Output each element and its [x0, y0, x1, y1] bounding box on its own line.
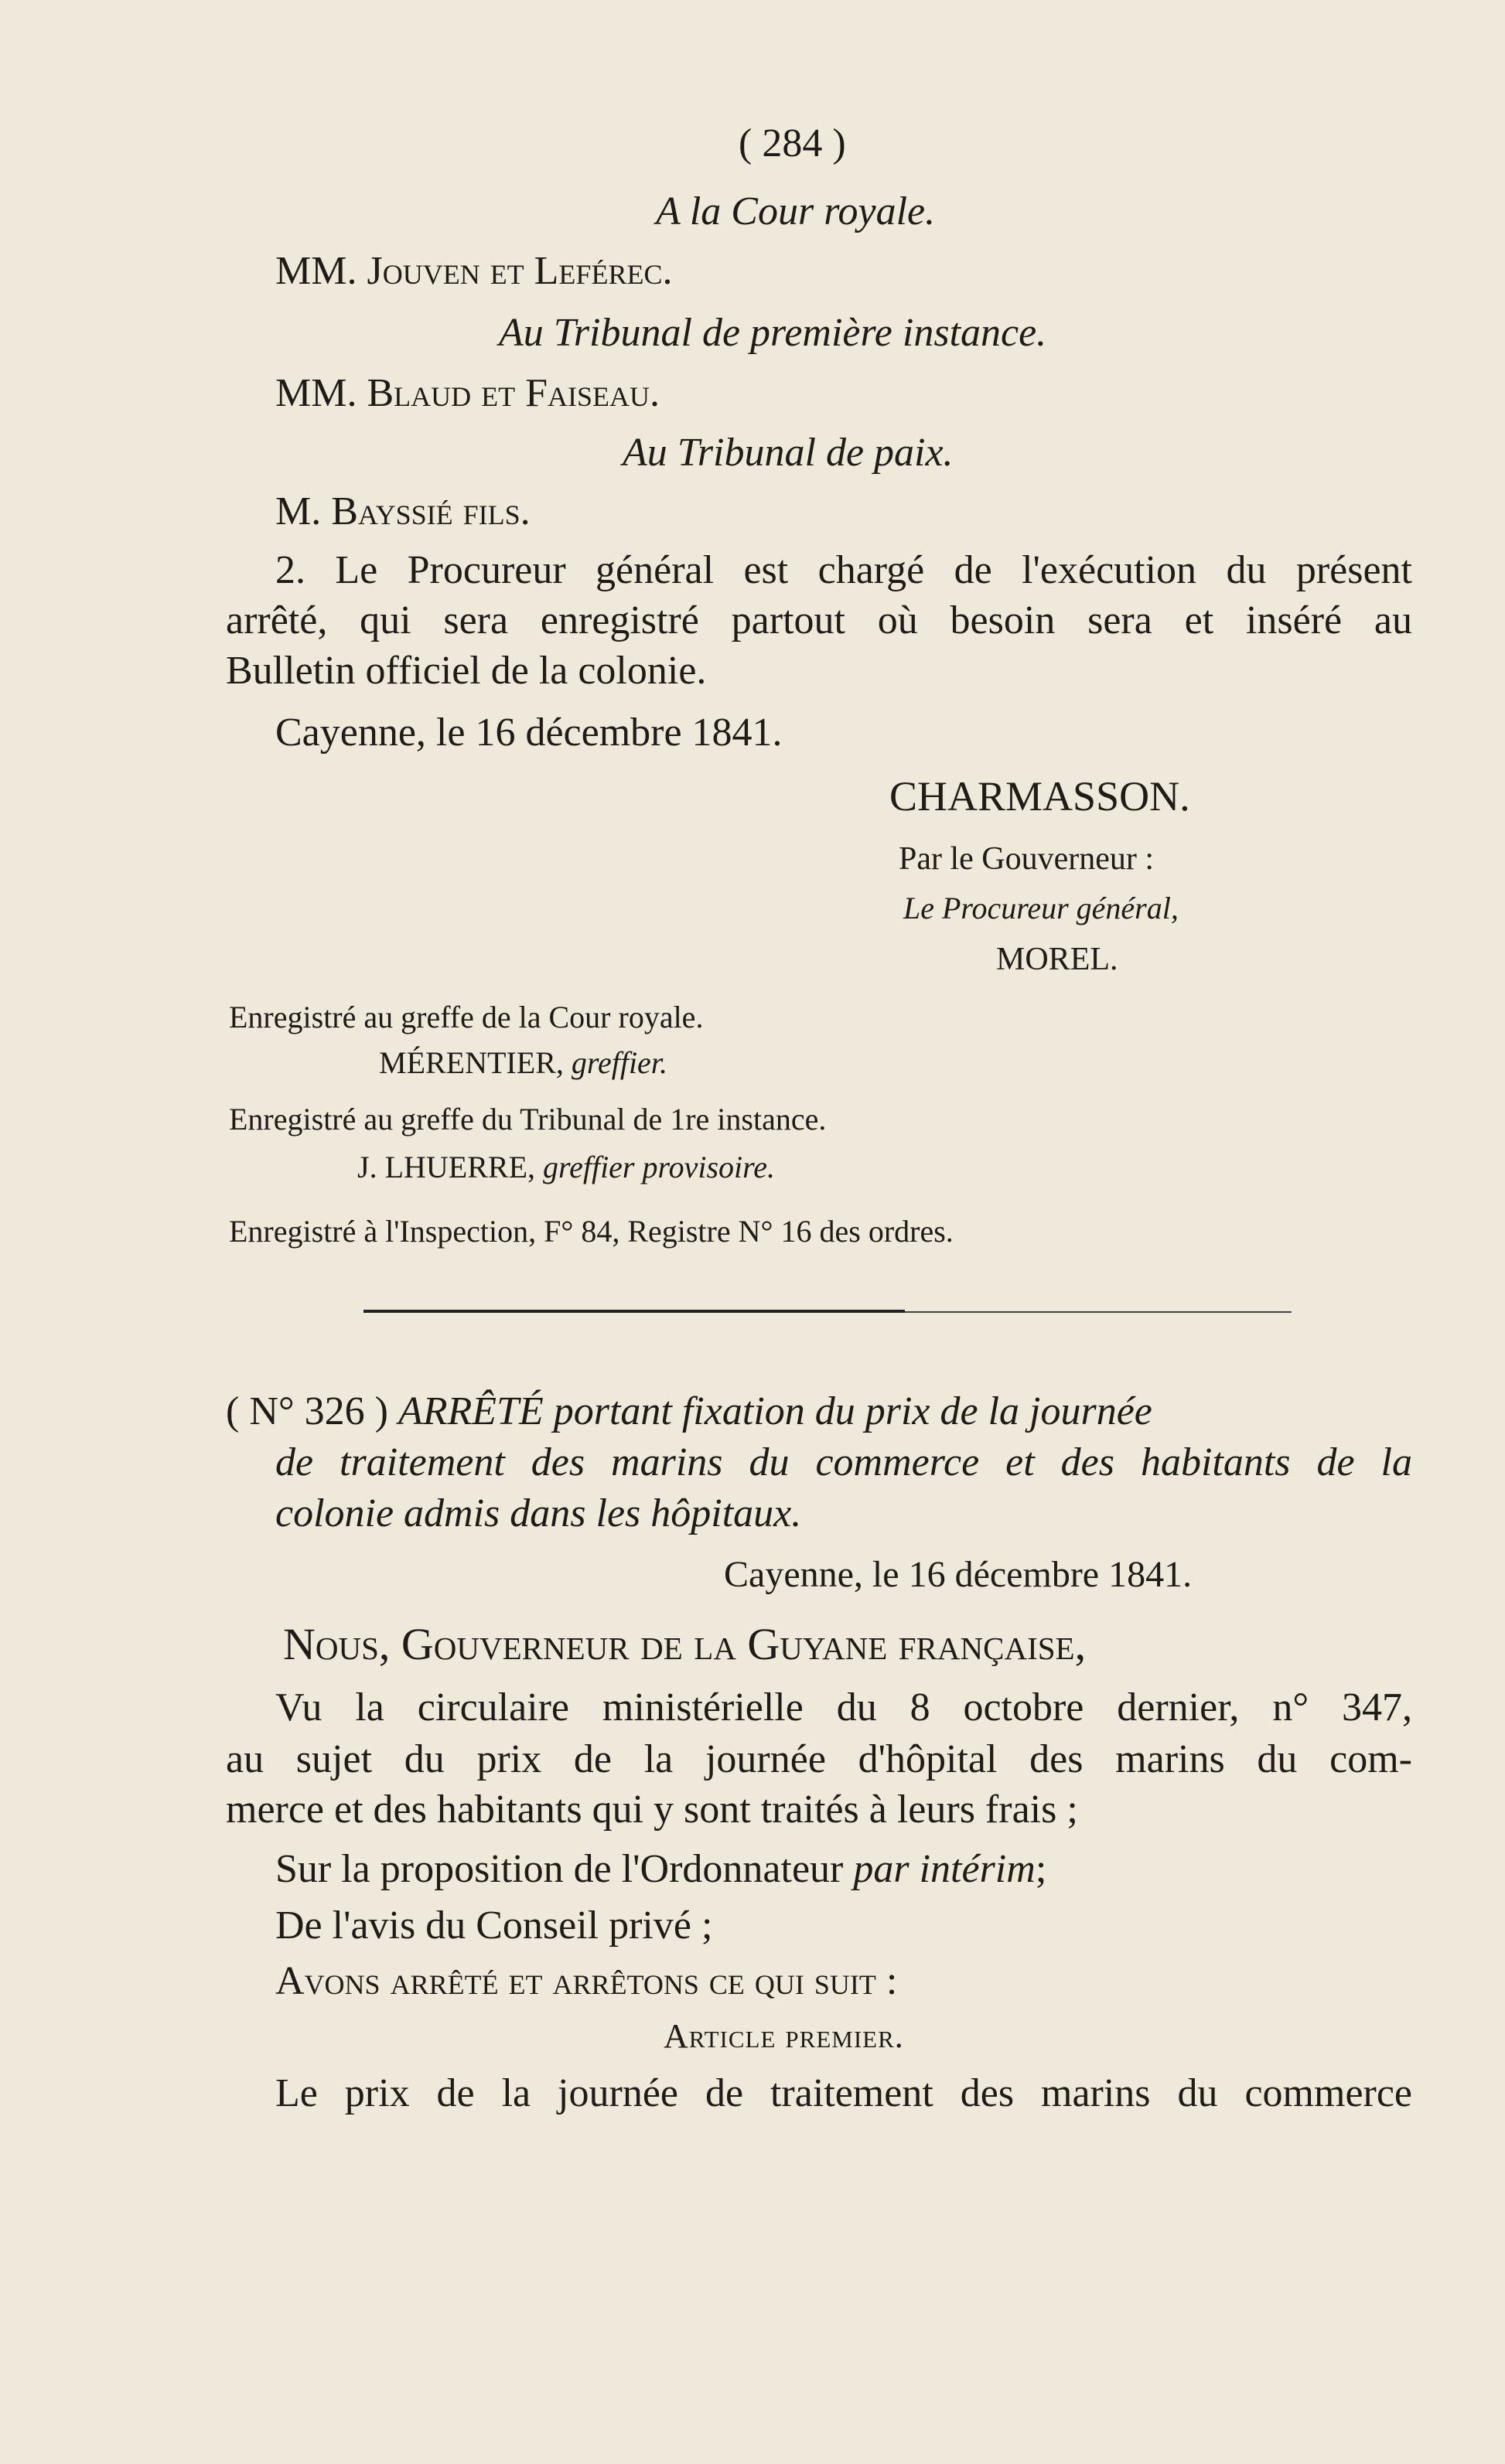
paix-heading: Au Tribunal de paix. — [623, 431, 954, 475]
tribunal-clerk-name: J. LHUERRE, — [357, 1150, 535, 1184]
signature-countersign: MOREL. — [996, 942, 1118, 977]
section-separator — [363, 1310, 905, 1313]
registration-cour-clerk — [379, 1045, 667, 1080]
tribunal-clerk-title: greffier provisoire. — [543, 1150, 775, 1184]
tribunal-heading: Au Tribunal de première instance. — [499, 311, 1047, 355]
article-text: Le prix de la journée de traitement des marins du commerce — [275, 2071, 1412, 2115]
decree-preamble: Nous, Gouverneur de la Guyane française, — [283, 1619, 1087, 1669]
cour-clerk-name: MÉRENTIER, — [379, 1045, 564, 1080]
article2-line-2: arrêté, qui sera enregistré partout où besoin sera et inséré au — [226, 598, 1412, 642]
date-line: Cayenne, le 16 décembre 1841. — [275, 711, 783, 755]
signature-role: Le Procureur général, — [903, 891, 1179, 925]
decree-title-line-2: de traitement des marins du commerce et des habitants de la — [275, 1440, 1412, 1484]
signature-name: CHARMASSON. — [889, 773, 1190, 820]
avis-line: De l'avis du Conseil privé ; — [275, 1903, 713, 1948]
registration-tribunal-clerk — [357, 1152, 775, 1183]
decree-title-line-3: colonie admis dans les hôpitaux. — [275, 1491, 802, 1535]
proposition-italic: par intérim — [853, 1847, 1036, 1891]
cour-clerk-title: greffier. — [571, 1045, 667, 1080]
section-separator-tail — [905, 1311, 1292, 1313]
decree-number: ( N° 326 ) — [226, 1389, 388, 1433]
decree-title-line-1 — [226, 1389, 1152, 1433]
signature-by: Par le Gouverneur : — [899, 841, 1155, 877]
registration-inspection: Enregistré à l'Inspection, F° 84, Registre N° 16 des ordres. — [229, 1214, 954, 1249]
proposition-line — [275, 1849, 1046, 1890]
article2-line-3: Bulletin officiel de la colonie. — [226, 649, 707, 693]
article-heading: Article premier. — [664, 2017, 904, 2055]
decree-title-1: ARRÊTÉ portant fixation du prix de la journée — [398, 1389, 1152, 1433]
proposition-suffix: ; — [1035, 1847, 1047, 1891]
considerant-line-1: Vu la circulaire ministérielle du 8 octobre dernier, n° 347, — [275, 1685, 1412, 1730]
proposition-prefix: Sur la proposition de l'Ordonnateur — [275, 1847, 844, 1891]
avons-line: Avons arrêté et arrêtons ce qui suit : — [275, 1959, 898, 2003]
decree-date: Cayenne, le 16 décembre 1841. — [724, 1554, 1193, 1595]
page-number: ( 284 ) — [739, 121, 846, 165]
registration-tribunal: Enregistré au greffe du Tribunal de 1re instance. — [229, 1102, 827, 1137]
considerant-line-3: merce et des habitants qui y sont traités à leurs frais ; — [226, 1788, 1078, 1832]
registration-cour: Enregistré au greffe de la Cour royale. — [229, 1000, 704, 1034]
article2-line-1: 2. Le Procureur général est chargé de l'exécution du présent — [275, 548, 1412, 592]
tribunal-names: MM. Blaud et Faiseau. — [275, 371, 660, 415]
paix-names: M. Bayssié fils. — [275, 489, 531, 533]
considerant-line-2: au sujet du prix de la journée d'hôpital des marins du com- — [226, 1737, 1412, 1781]
cour-royale-names: MM. Jouven et Leférec. — [275, 249, 673, 293]
cour-royale-heading: A la Cour royale. — [656, 189, 936, 233]
